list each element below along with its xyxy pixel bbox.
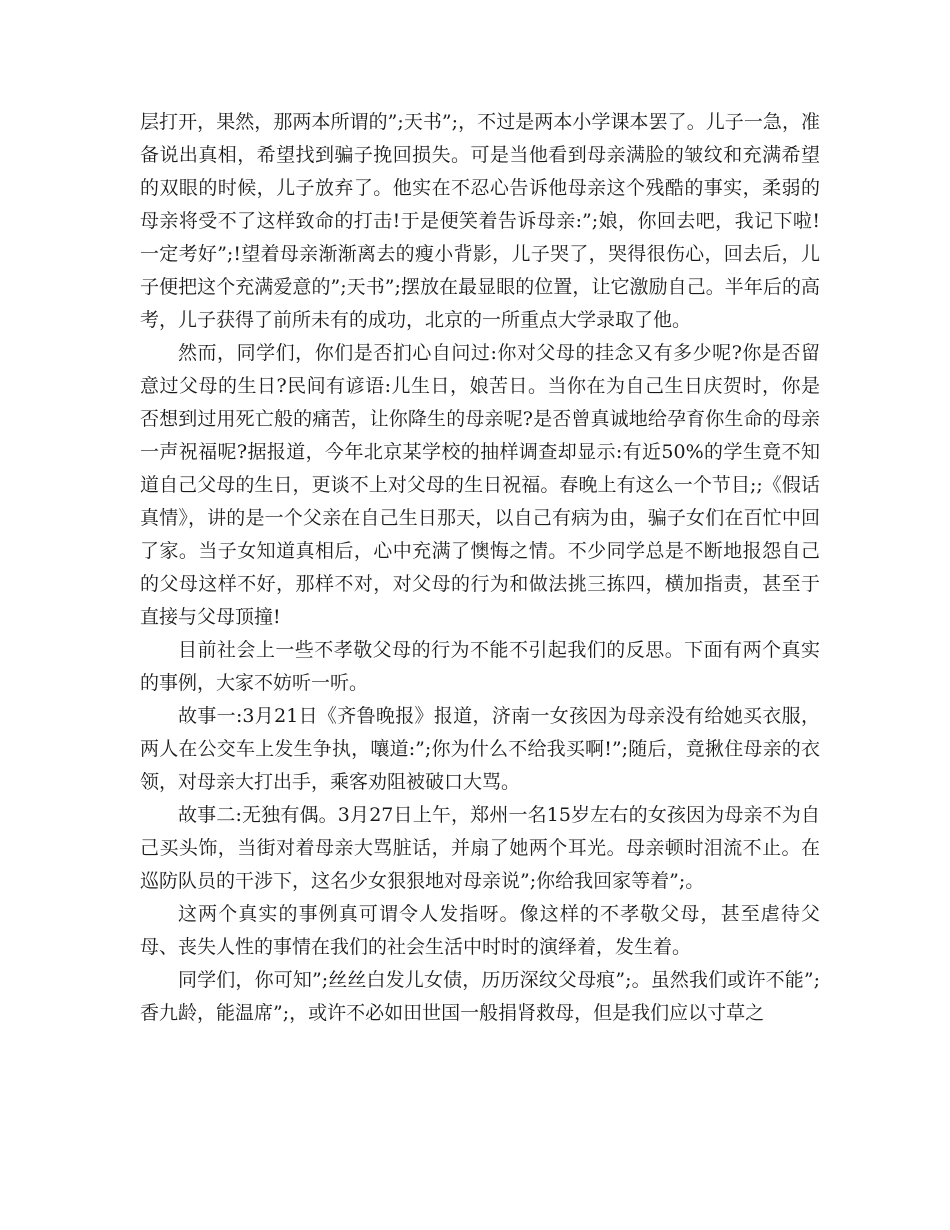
paragraph-5: 故事二:无独有偶。3月27日上午，郑州一名15岁左右的女孩因为母亲不为自己买头饰，当街对着母亲大骂脏话，并扇了她两个耳光。母亲顿时泪流不止。在巡防队员的干涉下，这名少女狠狠地对母亲说”;你给我回家等着”;。 — [140, 804, 820, 892]
paragraph-3: 目前社会上一些不孝敬父母的行为不能不引起我们的反思。下面有两个真实的事例，大家不妨听一听。 — [140, 639, 820, 694]
paragraph-6: 这两个真实的事例真可谓令人发指呀。像这样的不孝敬父母，甚至虐待父母、丧失人性的事情在我们的社会生活中时时的演绎着，发生着。 — [140, 903, 820, 958]
document-body — [140, 106, 820, 1030]
paragraph-1: 层打开，果然，那两本所谓的”;天书”;，不过是两本小学课本罢了。儿子一急，准备说出真相，希望找到骗子挽回损失。可是当他看到母亲满脸的皱纹和充满希望的双眼的时候，儿子放弃了。他实在不忍心告诉他母亲这个残酷的事实，柔弱的母亲将受不了这样致命的打击!于是便笑着告诉母亲:”;娘，你回去吧，我记下啦!一定考好”;!望着母亲渐渐离去的瘦小背影，儿子哭了，哭得很伤心，回去后，儿子便把这个充满爱意的”;天书”;摆放在最显眼的位置，让它激励自己。半年后的高考，儿子获得了前所未有的成功，北京的一所重点大学录取了他。 — [140, 111, 820, 331]
paragraph-4: 故事一:3月21日《齐鲁晚报》报道，济南一女孩因为母亲没有给她买衣服，两人在公交车上发生争执，嚷道:”;你为什么不给我买啊!”;随后，竟揪住母亲的衣领，对母亲大打出手，乘客劝阻被破口大骂。 — [140, 705, 820, 793]
paragraph-2: 然而，同学们，你们是否扪心自问过:你对父母的挂念又有多少呢?你是否留意过父母的生日?民间有谚语:儿生日，娘苦日。当你在为自己生日庆贺时，你是否想到过用死亡般的痛苦，让你降生的母亲呢?是否曾真诚地给孕育你生命的母亲一声祝福呢?据报道，今年北京某学校的抽样调查却显示:有近50%的学生竟不知道自己父母的生日，更谈不上对父母的生日祝福。春晚上有这么一个节目;;《假话真情》，讲的是一个父亲在自己生日那天，以自己有病为由，骗子女们在百忙中回了家。当子女知道真相后，心中充满了懊悔之情。不少同学总是不断地报怨自己的父母这样不好，那样不对，对父母的行为和做法挑三拣四，横加指责，甚至于直接与父母顶撞! — [140, 342, 820, 628]
paragraph-7: 同学们，你可知”;丝丝白发儿女债，历历深纹父母痕”;。虽然我们或许不能”;香九龄，能温席”;，或许不必如田世国一般捐肾救母，但是我们应以寸草之 — [140, 969, 820, 1024]
